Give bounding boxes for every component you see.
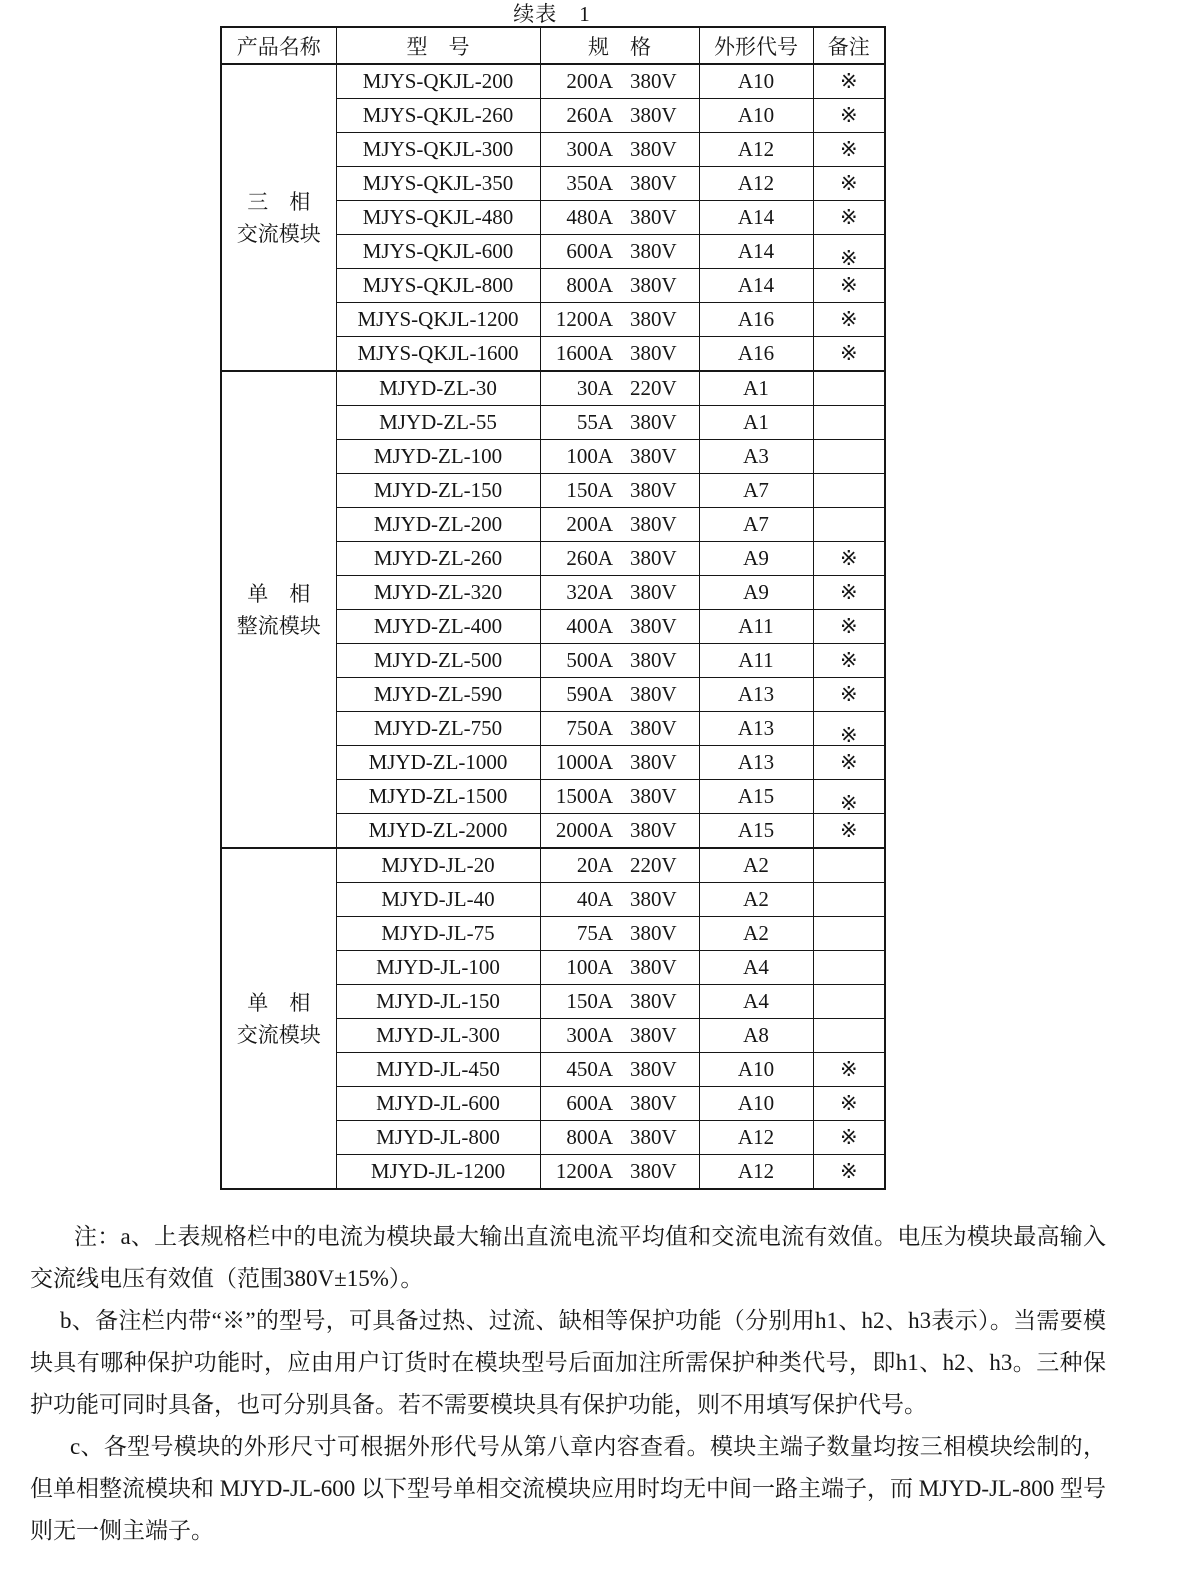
remark-mark: ※ [839,1057,858,1081]
spec-pair [541,69,699,94]
spec-pair [541,1091,699,1116]
current-value: 100A [566,955,613,979]
model-cell: MJYD-JL-600 [336,1087,540,1121]
voltage-value: 380V [630,171,677,195]
shape-code-cell: A12 [699,1155,813,1190]
current-value: 300A [566,137,613,161]
product-group-name [221,64,336,371]
spec-cell [540,303,699,337]
spec-pair [541,137,699,162]
remark-mark: ※ [839,648,858,672]
spec-pair [541,716,699,741]
current-value: 100A [566,444,613,468]
voltage-value: 380V [630,307,677,331]
model-cell: MJYD-JL-150 [336,985,540,1019]
current-value: 600A [566,1091,613,1115]
group-name-line: 单 相 [247,990,311,1015]
remark-mark: ※ [839,818,858,842]
product-group-name [221,371,336,848]
current-value: 20A [576,853,613,877]
remark-cell [813,542,885,576]
spec-cell [540,1053,699,1087]
voltage-value: 380V [630,716,677,740]
spec-pair [541,307,699,332]
spec-cell [540,64,699,99]
table-header [221,27,885,64]
remark-mark: ※ [839,137,858,161]
remark-cell [813,133,885,167]
spec-cell [540,576,699,610]
current-value: 200A [566,69,613,93]
model-cell: MJYS-QKJL-480 [336,201,540,235]
spec-pair [541,341,699,366]
spec-cell [540,985,699,1019]
shape-code-cell: A8 [699,1019,813,1053]
column-header: 备注 [813,27,885,64]
model-cell: MJYS-QKJL-260 [336,99,540,133]
shape-code-cell: A4 [699,951,813,985]
spec-pair [541,784,699,809]
model-cell: MJYD-ZL-150 [336,474,540,508]
current-value: 450A [566,1057,613,1081]
remark-mark: ※ [839,246,858,269]
spec-cell [540,678,699,712]
shape-code-cell: A14 [699,269,813,303]
current-value: 750A [566,716,613,740]
spec-pair [541,818,699,843]
model-cell: MJYD-JL-75 [336,917,540,951]
remark-mark: ※ [839,69,858,93]
model-cell: MJYD-JL-20 [336,848,540,883]
model-cell: MJYS-QKJL-300 [336,133,540,167]
remark-cell [813,644,885,678]
table-section [220,0,884,1190]
current-value: 1600A [555,341,613,365]
spec-pair [541,887,699,912]
voltage-value: 380V [630,750,677,774]
current-value: 260A [566,546,613,570]
shape-code-cell: A10 [699,99,813,133]
remark-mark: ※ [839,307,858,331]
spec-pair [541,580,699,605]
shape-code-cell: A14 [699,201,813,235]
remark-cell [813,814,885,849]
spec-cell [540,1155,699,1190]
remark-cell [813,201,885,235]
voltage-value: 380V [630,205,677,229]
shape-code-cell: A15 [699,814,813,849]
current-value: 400A [566,614,613,638]
spec-cell [540,406,699,440]
voltage-value: 380V [630,682,677,706]
group-name-line: 三 相 [247,189,311,214]
spec-pair [541,989,699,1014]
voltage-value: 380V [630,103,677,127]
shape-code-cell: A15 [699,780,813,814]
model-cell: MJYD-ZL-100 [336,440,540,474]
remark-cell [813,917,885,951]
current-value: 150A [566,989,613,1013]
table-row [221,848,885,883]
voltage-value: 380V [630,444,677,468]
voltage-value: 380V [630,478,677,502]
spec-cell [540,814,699,849]
remark-cell [813,440,885,474]
current-value: 320A [566,580,613,604]
remark-cell [813,678,885,712]
spec-pair [541,648,699,673]
shape-code-cell: A11 [699,610,813,644]
remark-cell [813,167,885,201]
remark-mark: ※ [839,614,858,638]
voltage-value: 380V [630,784,677,808]
current-value: 150A [566,478,613,502]
spec-pair [541,614,699,639]
voltage-value: 380V [630,512,677,536]
remark-cell [813,848,885,883]
remark-mark: ※ [839,103,858,127]
group-name-line: 整流模块 [236,613,321,638]
spec-cell [540,610,699,644]
voltage-value: 380V [630,546,677,570]
column-header: 型 号 [336,27,540,64]
spec-pair [541,205,699,230]
spec-cell [540,644,699,678]
spec-pair [541,171,699,196]
model-cell: MJYD-JL-300 [336,1019,540,1053]
table-row [221,64,885,99]
remark-cell [813,269,885,303]
spec-cell [540,167,699,201]
remark-mark: ※ [839,1091,858,1115]
note-a: 注：a、上表规格栏中的电流为模块最大输出直流电流平均值和交流电流有效值。电压为模块最高输入交流线电压有效值（范围380V±15%）。 [30,1224,1106,1291]
spec-pair [541,682,699,707]
current-value: 600A [566,239,613,263]
remark-mark: ※ [839,341,858,365]
current-value: 480A [566,205,613,229]
voltage-value: 380V [630,1159,677,1183]
shape-code-cell: A10 [699,1053,813,1087]
shape-code-cell: A1 [699,406,813,440]
remark-cell [813,303,885,337]
current-value: 500A [566,648,613,672]
shape-code-cell: A2 [699,883,813,917]
remark-cell [813,746,885,780]
remark-cell [813,712,885,746]
product-table-body [221,64,885,1189]
remark-cell [813,985,885,1019]
model-cell: MJYD-JL-800 [336,1121,540,1155]
voltage-value: 380V [630,887,677,911]
voltage-value: 380V [630,648,677,672]
model-cell: MJYS-QKJL-350 [336,167,540,201]
model-cell: MJYD-ZL-1000 [336,746,540,780]
shape-code-cell: A12 [699,167,813,201]
shape-code-cell: A4 [699,985,813,1019]
voltage-value: 380V [630,1125,677,1149]
remark-cell [813,99,885,133]
model-cell: MJYD-JL-40 [336,883,540,917]
spec-cell [540,201,699,235]
shape-code-cell: A16 [699,303,813,337]
shape-code-cell: A13 [699,746,813,780]
column-header: 规 格 [540,27,699,64]
group-name-line: 单 相 [247,581,311,606]
spec-pair [541,1023,699,1048]
remark-cell [813,406,885,440]
shape-code-cell: A2 [699,848,813,883]
model-cell: MJYS-QKJL-600 [336,235,540,269]
remark-mark: ※ [839,205,858,229]
notes-section [30,1216,1106,1552]
table-row [221,371,885,406]
current-value: 1200A [555,1159,613,1183]
remark-cell [813,951,885,985]
remark-mark: ※ [839,273,858,297]
spec-pair [541,273,699,298]
voltage-value: 380V [630,818,677,842]
shape-code-cell: A13 [699,678,813,712]
voltage-value: 380V [630,273,677,297]
voltage-value: 380V [630,69,677,93]
model-cell: MJYD-ZL-2000 [336,814,540,849]
model-cell: MJYD-ZL-500 [336,644,540,678]
spec-cell [540,917,699,951]
current-value: 1200A [555,307,613,331]
voltage-value: 380V [630,1023,677,1047]
shape-code-cell: A14 [699,235,813,269]
remark-mark: ※ [839,791,858,814]
remark-cell [813,235,885,269]
remark-cell [813,337,885,372]
spec-cell [540,133,699,167]
spec-pair [541,103,699,128]
spec-pair [541,955,699,980]
current-value: 800A [566,1125,613,1149]
spec-cell [540,542,699,576]
spec-cell [540,440,699,474]
voltage-value: 220V [630,853,677,877]
spec-cell [540,780,699,814]
table-header-row [221,27,885,64]
remark-cell [813,1019,885,1053]
model-cell: MJYD-JL-450 [336,1053,540,1087]
remark-mark: ※ [839,546,858,570]
voltage-value: 380V [630,137,677,161]
spec-cell [540,1019,699,1053]
spec-pair [541,546,699,571]
spec-cell [540,746,699,780]
shape-code-cell: A7 [699,508,813,542]
spec-cell [540,1121,699,1155]
column-header: 外形代号 [699,27,813,64]
current-value: 590A [566,682,613,706]
model-cell: MJYS-QKJL-200 [336,64,540,99]
voltage-value: 380V [630,921,677,945]
remark-cell [813,576,885,610]
column-header: 产品名称 [221,27,336,64]
remark-cell [813,883,885,917]
model-cell: MJYD-ZL-400 [336,610,540,644]
shape-code-cell: A2 [699,917,813,951]
spec-pair [541,1057,699,1082]
remark-cell [813,780,885,814]
model-cell: MJYD-ZL-590 [336,678,540,712]
remark-mark: ※ [839,750,858,774]
model-cell: MJYS-QKJL-800 [336,269,540,303]
spec-cell [540,951,699,985]
spec-pair [541,512,699,537]
spec-pair [541,410,699,435]
current-value: 300A [566,1023,613,1047]
spec-cell [540,848,699,883]
remark-cell [813,1053,885,1087]
voltage-value: 380V [630,1057,677,1081]
current-value: 75A [576,921,613,945]
spec-cell [540,1087,699,1121]
spec-cell [540,337,699,372]
shape-code-cell: A12 [699,133,813,167]
remark-mark: ※ [839,580,858,604]
shape-code-cell: A9 [699,542,813,576]
remark-cell [813,1087,885,1121]
group-name-line: 交流模块 [236,1022,321,1047]
remark-mark: ※ [839,1125,858,1149]
spec-pair [541,239,699,264]
voltage-value: 380V [630,614,677,638]
product-spec-table [220,26,886,1190]
note-c: c、各型号模块的外形尺寸可根据外形代号从第八章内容查看。模块主端子数量均按三相模块绘制的，但单相整流模块和 MJYD-JL-600 以下型号单相交流模块应用时均无中间一路主端子，而 MJYD-JL-800 型号则无一侧主端子。 [30,1434,1106,1543]
spec-pair [541,444,699,469]
spec-pair [541,376,699,401]
remark-cell [813,1155,885,1190]
spec-cell [540,99,699,133]
spec-pair [541,1125,699,1150]
shape-code-cell: A10 [699,1087,813,1121]
model-cell: MJYD-ZL-55 [336,406,540,440]
spec-cell [540,883,699,917]
shape-code-cell: A1 [699,371,813,406]
group-name-line: 交流模块 [236,221,321,246]
shape-code-cell: A11 [699,644,813,678]
current-value: 800A [566,273,613,297]
spec-cell [540,269,699,303]
current-value: 260A [566,103,613,127]
model-cell: MJYS-QKJL-1200 [336,303,540,337]
model-cell: MJYD-JL-1200 [336,1155,540,1190]
voltage-value: 380V [630,580,677,604]
remark-cell [813,508,885,542]
model-cell: MJYD-ZL-260 [336,542,540,576]
shape-code-cell: A16 [699,337,813,372]
spec-pair [541,921,699,946]
spec-pair [541,1159,699,1184]
remark-cell [813,1121,885,1155]
model-cell: MJYD-ZL-750 [336,712,540,746]
current-value: 40A [576,887,613,911]
spec-cell [540,508,699,542]
current-value: 2000A [555,818,613,842]
remark-cell [813,371,885,406]
shape-code-cell: A7 [699,474,813,508]
current-value: 55A [576,410,613,434]
spec-cell [540,712,699,746]
voltage-value: 380V [630,341,677,365]
voltage-value: 380V [630,410,677,434]
model-cell: MJYS-QKJL-1600 [336,337,540,372]
shape-code-cell: A3 [699,440,813,474]
model-cell: MJYD-ZL-320 [336,576,540,610]
spec-pair [541,750,699,775]
product-group-name [221,848,336,1189]
model-cell: MJYD-JL-100 [336,951,540,985]
spec-cell [540,474,699,508]
remark-mark: ※ [839,171,858,195]
shape-code-cell: A10 [699,64,813,99]
remark-mark: ※ [839,1159,858,1183]
voltage-value: 380V [630,239,677,263]
spec-cell [540,371,699,406]
voltage-value: 380V [630,955,677,979]
current-value: 30A [576,376,613,400]
shape-code-cell: A13 [699,712,813,746]
current-value: 1000A [555,750,613,774]
model-cell: MJYD-ZL-200 [336,508,540,542]
spec-cell [540,235,699,269]
table-caption: 续表 1 [513,2,591,26]
spec-pair [541,478,699,503]
shape-code-cell: A9 [699,576,813,610]
voltage-value: 380V [630,1091,677,1115]
current-value: 200A [566,512,613,536]
current-value: 1500A [555,784,613,808]
note-b: b、备注栏内带“※”的型号，可具备过热、过流、缺相等保护功能（分别用h1、h2、h3表示）。当需要模块具有哪种保护功能时，应由用户订货时在模块型号后面加注所需保护种类代号，即h1、h2、h3。三种保护功能可同时具备，也可分别具备。若不需要模块具有保护功能，则不用填写保护代号。 [30,1308,1106,1417]
remark-cell [813,64,885,99]
spec-pair [541,853,699,878]
remark-mark: ※ [839,682,858,706]
shape-code-cell: A12 [699,1121,813,1155]
current-value: 350A [566,171,613,195]
remark-cell [813,474,885,508]
model-cell: MJYD-ZL-1500 [336,780,540,814]
remark-cell [813,610,885,644]
model-cell: MJYD-ZL-30 [336,371,540,406]
voltage-value: 380V [630,989,677,1013]
voltage-value: 220V [630,376,677,400]
remark-mark: ※ [839,723,858,746]
